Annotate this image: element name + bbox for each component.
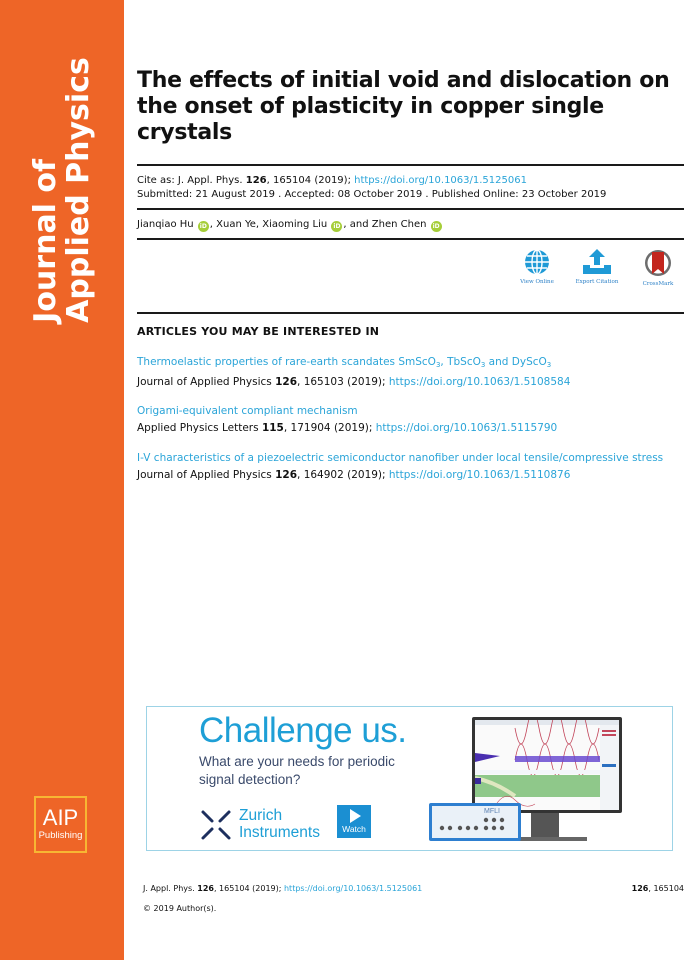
zurich-instruments-logo xyxy=(199,807,349,843)
watch-video-button[interactable] xyxy=(337,805,371,838)
crossmark-icon xyxy=(644,248,672,278)
author[interactable]: Xuan Ye xyxy=(216,219,256,230)
related-article-title[interactable]: Thermoelastic properties of rare-earth scandates SmScO$_3$, TbScO$_3$ and DyScO$_3$ xyxy=(137,356,552,369)
monitor-illustration xyxy=(472,717,622,813)
ad-brand-name: Zurich Instruments xyxy=(239,807,320,841)
author[interactable]: Jianqiao Hu xyxy=(137,219,194,230)
related-article xyxy=(137,355,684,390)
author-separator: , xyxy=(255,219,263,230)
logo-text-aip: AIP xyxy=(42,805,79,830)
article-actions xyxy=(510,248,690,298)
publication-dates: Submitted: 21 August 2019 . Accepted: 08 October 2019 . Published Online: 23 October 2019 xyxy=(137,189,607,200)
crossmark-label: CrossMark xyxy=(642,281,674,287)
cite-prefix: Cite as: J. Appl. Phys. xyxy=(137,175,246,186)
lock-in-amplifier-illustration xyxy=(429,803,521,841)
device-label: MFLI xyxy=(484,808,500,815)
author-separator: , xyxy=(209,219,217,230)
related-article xyxy=(137,451,684,483)
play-icon xyxy=(350,809,361,823)
author-list xyxy=(137,218,443,232)
divider xyxy=(137,164,684,166)
related-article xyxy=(137,404,684,436)
orcid-icon[interactable]: iD xyxy=(432,223,440,230)
related-article-source: Journal of Applied Physics 126, 165103 (2019); https://doi.org/10.1063/1.5108584 xyxy=(137,376,571,388)
author-separator: , and xyxy=(343,219,372,230)
related-articles-heading: ARTICLES YOU MAY BE INTERESTED IN xyxy=(137,325,380,338)
crossmark-button[interactable] xyxy=(628,248,688,287)
logo-text-publishing: Publishing xyxy=(38,830,83,841)
footer-citation: J. Appl. Phys. 126, 165104 (2019); https://doi.org/10.1063/1.5125061 xyxy=(143,884,423,893)
related-article-doi-link[interactable]: https://doi.org/10.1063/1.5115790 xyxy=(375,422,558,434)
export-citation-icon xyxy=(581,248,613,276)
author[interactable]: Zhen Chen xyxy=(371,219,427,230)
related-article-title[interactable]: Origami-equivalent compliant mechanism xyxy=(137,405,358,417)
footer-page-id: 126, 165104 xyxy=(631,884,684,893)
journal-name-line2: Applied Physics xyxy=(61,57,96,323)
related-article-title[interactable]: I-V characteristics of a piezoelectric semiconductor nanofiber under local tensile/compressive stress xyxy=(137,452,664,464)
globe-icon xyxy=(523,248,551,276)
cite-rest: , 165104 (2019); xyxy=(266,175,355,186)
orcid-icon[interactable]: iD xyxy=(199,223,207,230)
related-article-doi-link[interactable]: https://doi.org/10.1063/1.5110876 xyxy=(388,469,571,481)
monitor-screen xyxy=(475,720,619,810)
aip-publishing-logo[interactable] xyxy=(34,796,87,853)
zurich-instruments-logo-icon xyxy=(199,808,233,842)
copyright: © 2019 Author(s). xyxy=(143,904,217,913)
ad-subline: What are your needs for periodic signal detection? xyxy=(199,754,395,787)
divider xyxy=(137,312,684,314)
cite-volume: 126 xyxy=(245,175,267,186)
export-citation-label: Export Citation xyxy=(575,279,619,285)
related-article-source: Journal of Applied Physics 126, 164902 (2019); https://doi.org/10.1063/1.5110876 xyxy=(137,469,571,481)
device-front-panel xyxy=(432,806,518,838)
export-citation-button[interactable] xyxy=(567,248,627,285)
device-connectors xyxy=(432,806,518,838)
orcid-icon[interactable]: iD xyxy=(333,223,341,230)
journal-sidebar xyxy=(0,0,124,960)
view-online-button[interactable] xyxy=(507,248,567,285)
article-doi-link[interactable]: https://doi.org/10.1063/1.5125061 xyxy=(354,175,527,186)
journal-name xyxy=(29,57,95,323)
divider xyxy=(137,208,684,210)
author[interactable]: Xiaoming Liu xyxy=(262,219,328,230)
article-title: The effects of initial void and dislocation on the onset of plasticity in copper single crystals xyxy=(137,68,670,145)
related-article-source: Applied Physics Letters 115, 171904 (2019); https://doi.org/10.1063/1.5115790 xyxy=(137,422,558,434)
footer-doi-link[interactable]: https://doi.org/10.1063/1.5125061 xyxy=(283,884,423,893)
view-online-label: View Online xyxy=(520,279,554,285)
journal-name-line1: Journal of xyxy=(28,158,63,323)
divider xyxy=(137,238,684,240)
watch-label: Watch xyxy=(342,824,366,834)
zurich-instruments-ad[interactable] xyxy=(146,706,673,851)
signal-plot-graphic xyxy=(475,720,619,810)
citation-line xyxy=(137,174,527,188)
monitor-stand xyxy=(531,813,559,839)
ad-headline: Challenge us. xyxy=(199,711,407,750)
related-article-doi-link[interactable]: https://doi.org/10.1063/1.5108584 xyxy=(388,376,571,388)
